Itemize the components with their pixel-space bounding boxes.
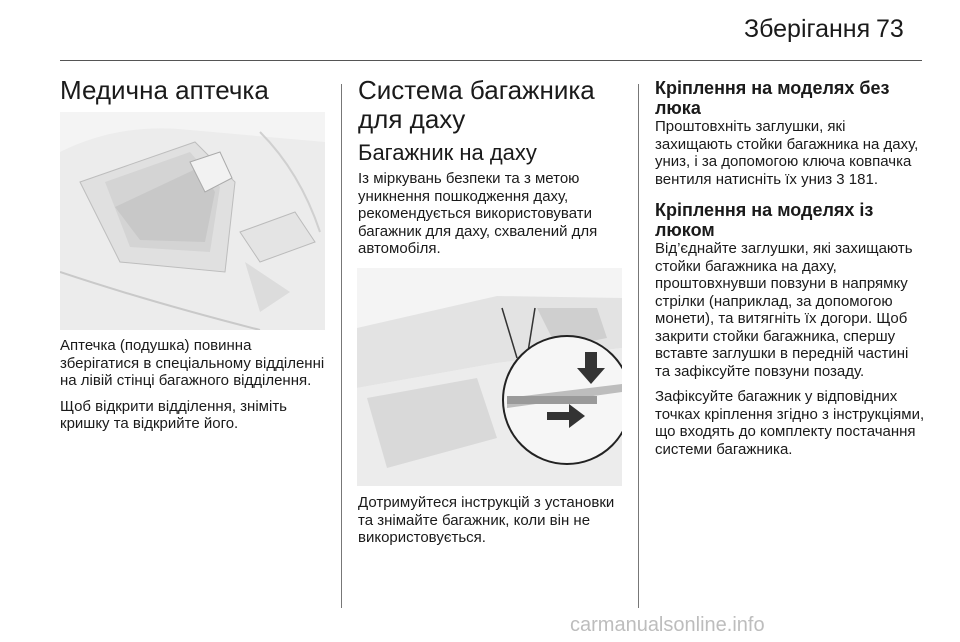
page-header [0, 0, 960, 60]
header-divider [60, 60, 922, 61]
no-sunroof-heading: Кріплення на моделях без люка [655, 78, 890, 118]
roof-rack-subheading: Багажник на даху [358, 140, 537, 165]
column-divider-2 [638, 84, 639, 608]
column-first-aid [60, 70, 325, 105]
roof-rack-paragraph-1: Із міркувань безпеки та з метою уникнення пошкодження даху, рекомендується використовувати багажник для даху, схвалений для автомобіля. [358, 170, 598, 257]
roof-rack-paragraph-2: Дотримуйтеся інструкцій з установки та знімайте багажник, коли він не використовується. [358, 494, 615, 546]
page-reference-link[interactable]: 3 181. [836, 170, 878, 188]
first-aid-illustration [60, 112, 325, 330]
no-sunroof-paragraph [655, 118, 925, 188]
roof-rack-illustration [357, 268, 622, 486]
column-divider-1 [341, 84, 342, 608]
sunroof-heading: Кріплення на моделях із люком [655, 200, 874, 240]
first-aid-heading: Медична аптечка [60, 75, 269, 105]
roof-rack-heading: Система багажника для даху [358, 75, 595, 134]
page-number: 73 [876, 15, 904, 43]
roof-rack-text-2 [358, 494, 623, 547]
no-sunroof-text: Проштовхніть заглушки, які захищають стойки багажника на даху, униз, і за допомогою ключа ковпачка вентиля натисніть їх униз [655, 118, 919, 188]
column-roof-rack [358, 70, 623, 258]
fix-rack-paragraph: Зафіксуйте багажник у відповідних точках кріплення згідно з інструкціями, що входять до комплекту постачання системи багажника. [655, 388, 925, 458]
column-mounting [655, 78, 925, 458]
sunroof-paragraph: Від’єднайте заглушки, які захищають стойки багажника на даху, проштовхнувши повзуни в напрямку стрілки (наприклад, за допомогою монети), та витягніть їх догори. Щоб закрити стойки багажника, спершу вставте заглушки в передній частині та зафіксуйте повзуни позаду. [655, 240, 913, 380]
first-aid-paragraph-2: Щоб відкрити відділення, зніміть кришку та відкрийте його. [60, 397, 287, 432]
first-aid-paragraph-1: Аптечка (подушка) повинна зберігатися в спеціальному відділенні на лівій стінці багажного відділення. [60, 337, 325, 389]
section-title: Зберігання [744, 15, 871, 43]
watermark: carmanualsonline.info [570, 614, 765, 636]
first-aid-text [60, 337, 325, 433]
